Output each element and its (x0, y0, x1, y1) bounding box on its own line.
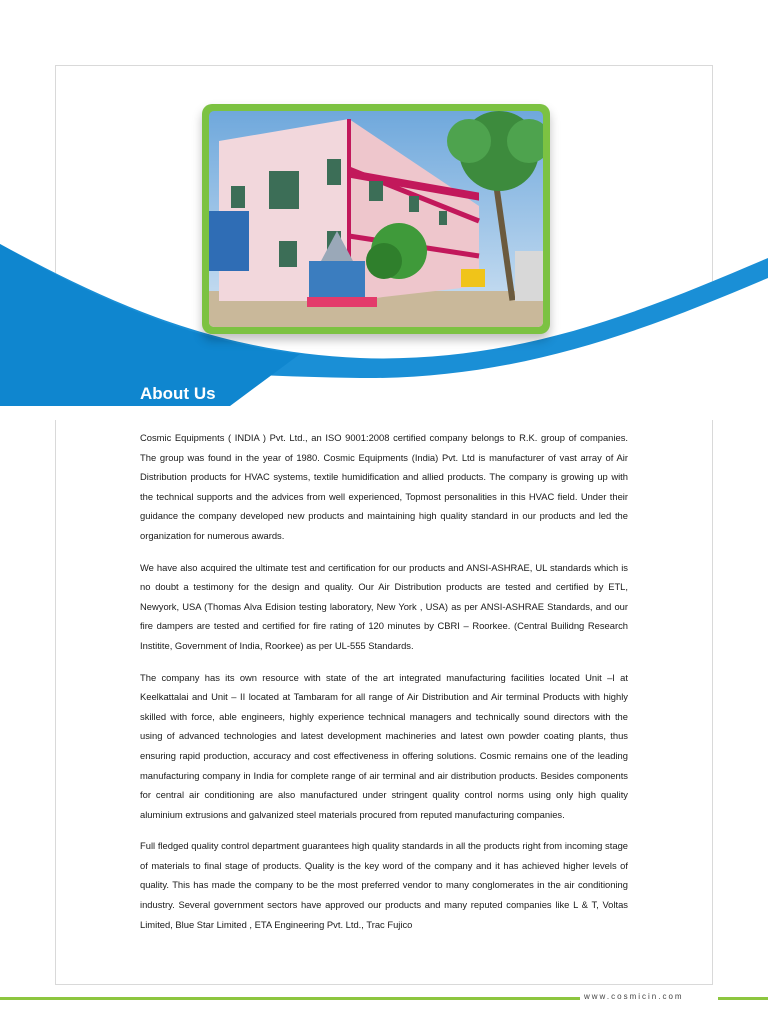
paragraph-2: We have also acquired the ultimate test and certification for our products and ANSI-ASHRAE, UL standards which is no doubt a testimony for the design and quality. Our Air Distribution products are tested and certified by ETL, Newyork, USA (Thomas Alva Edision testing laboratory, New York , USA) as per ANSI-ASHRAE Standards, and our fire dampers are tested and certified for fire rating of 120 minutes by CBRI – Roorkee. (Central Builidng Research Institite, Government of India, Roorkee) as per UL-555 Standards. (140, 561, 628, 651)
footer-url[interactable]: www.cosmicin.com (584, 992, 684, 1001)
footer-line-right (718, 997, 768, 1000)
paragraph-3: The company has its own resource with state of the art integrated manufacturing facilities located Unit –I at Keelkattalai and Unit – II located at Tambaram for all range of Air Distribution and Air terminal Products with highly skilled with force, able engineers, highly experience technical managers and technically sound directors with the using of advanced technologies and latest development machineries and latest own powder coating plants, thus ensuring rapid production, accuracy and cost effectiveness in offering solutions. Cosmic remains one of the leading manufacturing company in India for complete range of air terminal and air distribution products. Besides components for central air conditioning are also manufactured under stringent quality control norms using only high quality aluminium extrusions and galvanized steel materials procured from reputed manufacturing companies. (140, 671, 628, 820)
footer-line-left (0, 997, 580, 1000)
paragraph-1: Cosmic Equipments ( INDIA ) Pvt. Ltd., an ISO 9001:2008 certified company belongs to R.K. group of companies. The group was found in the year of 1980. Cosmic Equipments (India) Pvt. Ltd is manufacturer of vast array of Air Distribution products for HVAC systems, textile humidification and allied products. The company is growing up with the technical supports and the advices from well experienced, Topmost personalities in this HVAC field. Under their guidance the company developed new products and maintaining high quality standard in our products and led the organization for numerous awards. (140, 432, 628, 541)
building-photo (209, 111, 543, 327)
about-body (140, 428, 628, 946)
paragraph-4: Full fledged quality control department guarantees high quality standards in all the products right from incoming stage of materials to final stage of products. Quality is the key word of the company and it has achieved higher levels of quality. This has made the company to be the most preferred vendor to many conglomerates in the air conditioning industry. Several government sectors have approved our products and many reputed companies like L & T, Voltas Limited, Blue Star Limited , ETA Engineering Pvt. Ltd., Trac Fujico (140, 840, 628, 930)
section-title: About Us (140, 384, 216, 403)
building-photo-frame (202, 104, 550, 334)
